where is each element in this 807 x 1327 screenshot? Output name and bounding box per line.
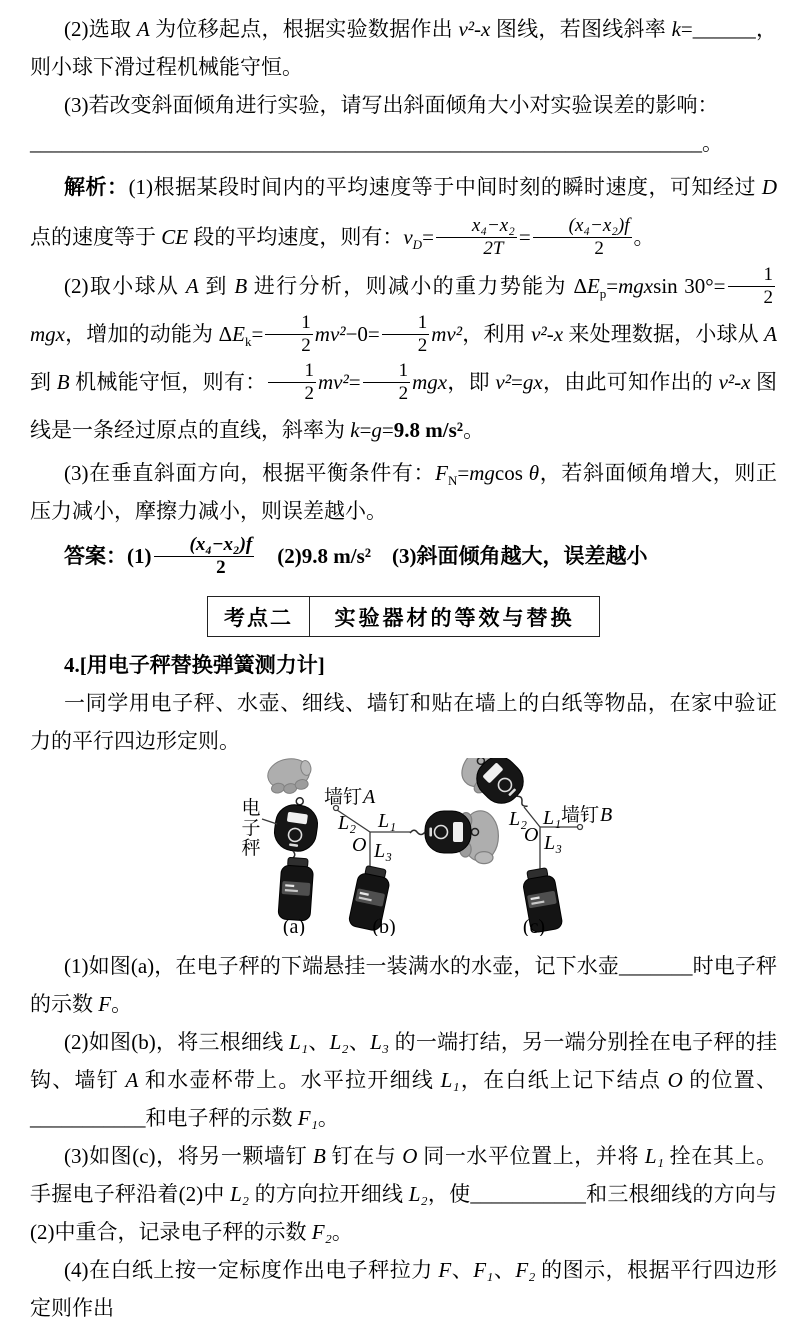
variable: F (435, 461, 448, 485)
variable: mgx (412, 370, 448, 394)
blank-answer-line (30, 124, 777, 162)
text-run: 。 (317, 1106, 339, 1130)
variable: B (234, 274, 248, 298)
nail-label: 墙钉 (324, 787, 363, 808)
problem-4-intro (30, 684, 777, 760)
variable: g (371, 418, 382, 442)
knot-label: O (352, 834, 367, 856)
text-run: 、 (308, 1030, 330, 1054)
text-run: ，使 (427, 1182, 471, 1206)
variable: L₁ (644, 1144, 664, 1168)
numerator: (x₄−x₂)f (533, 215, 632, 237)
text-run: 、 (348, 1030, 371, 1054)
numerator: 1 (363, 360, 411, 382)
fraction (533, 215, 632, 259)
blank-field: ___________ (30, 1106, 146, 1130)
denominator: 2 (417, 334, 428, 356)
subscript: k (244, 334, 252, 350)
denominator: 2 (304, 382, 314, 404)
knot-label: O (524, 824, 539, 846)
text-run: −0= (345, 322, 380, 346)
device-label-char: 电 (241, 798, 261, 819)
variable: mv² (431, 322, 463, 346)
text-run: 的位置、 (682, 1068, 778, 1092)
text-run: ，在白纸上记下结点 (459, 1068, 668, 1092)
text-run: 。 (633, 225, 655, 249)
problem-4-title-text: 4.[用电子秤替换弹簧测力计] (64, 653, 325, 677)
text-run: (2)9.8 m/s² (3)斜面倾角越大，误差越小 (256, 544, 648, 568)
text-run: ，即 (447, 370, 496, 394)
text-run: 进行分析，则减小的重力势能为 Δ (247, 274, 587, 298)
variable: mgx (30, 322, 65, 346)
analysis-2 (30, 262, 777, 454)
text-run: (3)若改变斜面倾角进行实验，请写出斜面倾角大小对实验误差的影响： (64, 93, 719, 117)
text-run: 、 (451, 1258, 474, 1282)
text-run: 同一水平位置上，并将 (417, 1144, 645, 1168)
blank-field: ________________________________________________________________ (30, 131, 702, 155)
variable: v (403, 225, 413, 249)
step-4 (30, 1251, 777, 1327)
variable: mg (469, 461, 495, 485)
text-run: 、 (493, 1258, 516, 1282)
variable: L₂ (329, 1030, 349, 1054)
variable: gx (522, 370, 543, 394)
text-run: = (251, 322, 264, 346)
variable: E (232, 322, 245, 346)
step-1 (30, 947, 777, 1023)
text-run: 。 (331, 1220, 353, 1244)
nail-id-label: B (600, 804, 613, 826)
blank-field: _______ (619, 954, 693, 978)
question-2 (30, 10, 777, 86)
experiment-figure-svg (182, 758, 652, 936)
variable: v² (495, 370, 512, 394)
variable: L₂ (230, 1182, 250, 1206)
variable: mv² (317, 370, 349, 394)
variable: A (764, 322, 777, 346)
text-run: ，若斜面倾角增大，则正压力减小，摩擦力减小，则误差越小。 (30, 461, 777, 523)
water-bottle-icon (278, 857, 314, 921)
variable: A (125, 1068, 139, 1092)
fraction (728, 264, 776, 308)
blank-field: ___________ (470, 1182, 586, 1206)
numerator: 1 (268, 360, 316, 382)
text-run: 的一端打结，另一端分别拴在电子秤的挂钩、墙钉 (30, 1030, 778, 1092)
text-run: 段的平均速度，则有： (188, 225, 404, 249)
text-run: (1) (127, 544, 152, 568)
section-title: 实验器材的等效与替换 (334, 605, 575, 630)
text-run: 。 (111, 992, 133, 1016)
text-run: 来处理数据，小球从 (563, 322, 765, 346)
variable: D (761, 175, 778, 199)
variable: O (667, 1068, 683, 1092)
variable: F (438, 1258, 452, 1282)
analysis-1 (30, 162, 777, 262)
denominator: 2 (763, 286, 774, 308)
text-run: ，则小球下滑过程机械能守恒。 (30, 17, 778, 79)
fraction (382, 312, 430, 356)
text-run: (3)在垂直斜面方向，根据平衡条件有： (64, 461, 436, 485)
label-pointer-line (262, 819, 277, 824)
text-run: = (606, 274, 619, 298)
text-run: ，由此可知作出的 (542, 370, 719, 394)
variable: L₃ (370, 1030, 390, 1054)
variable: F₂ (515, 1258, 536, 1282)
denominator: 2 (301, 334, 311, 356)
numerator: x₄−x₂ (436, 215, 517, 237)
text-run: 的方向拉开细线 (249, 1182, 409, 1206)
answer-value: 9.8 m/s² (393, 418, 464, 442)
variable: F₁ (473, 1258, 494, 1282)
step-3 (30, 1137, 777, 1251)
figure-b (324, 786, 498, 936)
section-header (207, 596, 600, 637)
variable: L₁ (440, 1068, 460, 1092)
nail-label: 墙钉 (561, 805, 600, 826)
fraction (436, 215, 517, 259)
fraction (154, 534, 255, 578)
variable: A (136, 17, 150, 41)
text-run: 和电子秤的示数 (145, 1106, 298, 1130)
text-run: (2)选取 (64, 17, 137, 41)
hand-icon (265, 758, 314, 797)
fraction (363, 360, 411, 404)
text-run: 一同学用电子秤、水壶、细线、墙钉和贴在墙上的白纸等物品，在家中验证力的平行四边形定则。 (30, 691, 777, 753)
question-3 (30, 86, 777, 124)
analysis-3 (30, 454, 777, 530)
text-run: 为位移起点，根据实验数据作出 (149, 17, 459, 41)
subscript: N (447, 473, 458, 489)
text-run: 图线是一条经过原点的直线，斜率为 (30, 370, 778, 442)
text-run: = (457, 461, 470, 485)
blank-field: ______ (692, 17, 756, 41)
text-run: sin 30°= (653, 274, 726, 298)
text-run: 到 (198, 274, 235, 298)
step-2 (30, 1023, 777, 1137)
device-label-char: 秤 (241, 838, 261, 859)
text-run: = (381, 418, 394, 442)
analysis-label: 解析： (64, 175, 129, 199)
caption-c: (c) (522, 916, 546, 936)
variable: mv² (314, 322, 346, 346)
denominator: 2T (483, 237, 504, 259)
nail-id-label: A (363, 786, 376, 808)
variable: A (185, 274, 199, 298)
text-run: ，增加的动能为 Δ (65, 322, 233, 346)
numerator: 1 (382, 312, 430, 334)
variable: CE (161, 225, 189, 249)
variable: E (586, 274, 600, 298)
caption-b: (b) (372, 916, 396, 936)
variable: k (350, 418, 360, 442)
problem-4-title (30, 646, 777, 684)
fraction (265, 312, 313, 356)
numerator: 1 (265, 312, 313, 334)
text-run: 。 (463, 418, 485, 442)
text-run: (4)在白纸上按一定标度作出电子秤拉力 (64, 1258, 439, 1282)
section-badge: 考点二 (208, 597, 310, 636)
variable: θ (528, 461, 540, 485)
variable: O (402, 1144, 418, 1168)
text-run: (1)如图(a)，在电子秤的下端悬挂一装满水的水壶，记下水壶 (64, 954, 620, 978)
answer-line (30, 530, 777, 582)
fraction (268, 360, 316, 404)
text-run: cos (494, 461, 529, 485)
denominator: 2 (216, 556, 226, 578)
text-run: 的图示，根据平行四边形定则作出 (30, 1258, 777, 1320)
string-l2-label: L₂ (338, 812, 357, 834)
text-run: 和水壶杯带上。水平拉开细线 (138, 1068, 441, 1092)
numerator: 1 (728, 264, 776, 286)
variable: B (313, 1144, 326, 1168)
denominator: 2 (594, 237, 604, 259)
subscript: p (599, 286, 607, 302)
variable: mgx (618, 274, 654, 298)
text-run: = (518, 225, 531, 249)
figure-a (241, 758, 321, 936)
text-run: 钉在与 (325, 1144, 403, 1168)
variable: F₂ (311, 1220, 332, 1244)
device-label-char: 子 (241, 818, 261, 839)
text-run: 到 (30, 370, 57, 394)
numerator: (x₄−x₂)f (154, 534, 255, 556)
denominator: 2 (398, 382, 409, 404)
variable: k (671, 17, 681, 41)
text-run: 时电子秤的示数 (30, 954, 778, 1016)
variable: v²-x (458, 17, 491, 41)
string-l3-label: L₃ (374, 840, 393, 862)
text-run: 点的速度等于 (30, 225, 162, 249)
variable: F (98, 992, 112, 1016)
text-run: = (511, 370, 523, 394)
experiment-figure (182, 758, 777, 941)
variable: v²-x (718, 370, 751, 394)
variable: L₂ (408, 1182, 428, 1206)
text-run: 。 (702, 131, 723, 155)
text-run: ，利用 (462, 322, 532, 346)
variable: v²-x (531, 322, 564, 346)
text-run: 和三根细线的方向与(2)中重合，记录电子秤的示数 (30, 1182, 778, 1244)
answer-label: 答案： (64, 544, 127, 568)
text-run: (2)如图(b)，将三根细线 (64, 1030, 290, 1054)
string-l3-label: L₃ (544, 832, 563, 854)
text-run: = (348, 370, 361, 394)
variable: B (56, 370, 70, 394)
text-run: (1)根据某段时间内的平均速度等于中间时刻的瞬时速度，可知经过 (128, 175, 762, 199)
text-run: (2)取小球从 (64, 274, 186, 298)
variable: L₁ (289, 1030, 309, 1054)
subscript: D (412, 237, 423, 253)
text-run: = (680, 17, 693, 41)
text-run: 机械能守恒，则有： (69, 370, 267, 394)
string-l1-label: L₁ (378, 810, 397, 832)
string-l1-label: L₁ (543, 807, 562, 829)
caption-a: (a) (282, 916, 306, 936)
text-run: 拴在其上。手握电子秤沿着(2)中 (30, 1144, 778, 1206)
text-run: = (359, 418, 372, 442)
variable: F₁ (297, 1106, 318, 1130)
text-run: = (422, 225, 434, 249)
text-run: (3)如图(c)，将另一颗墙钉 (64, 1144, 314, 1168)
text-run: 图线，若图线斜率 (490, 17, 672, 41)
string-l2-label: L₂ (509, 808, 528, 830)
